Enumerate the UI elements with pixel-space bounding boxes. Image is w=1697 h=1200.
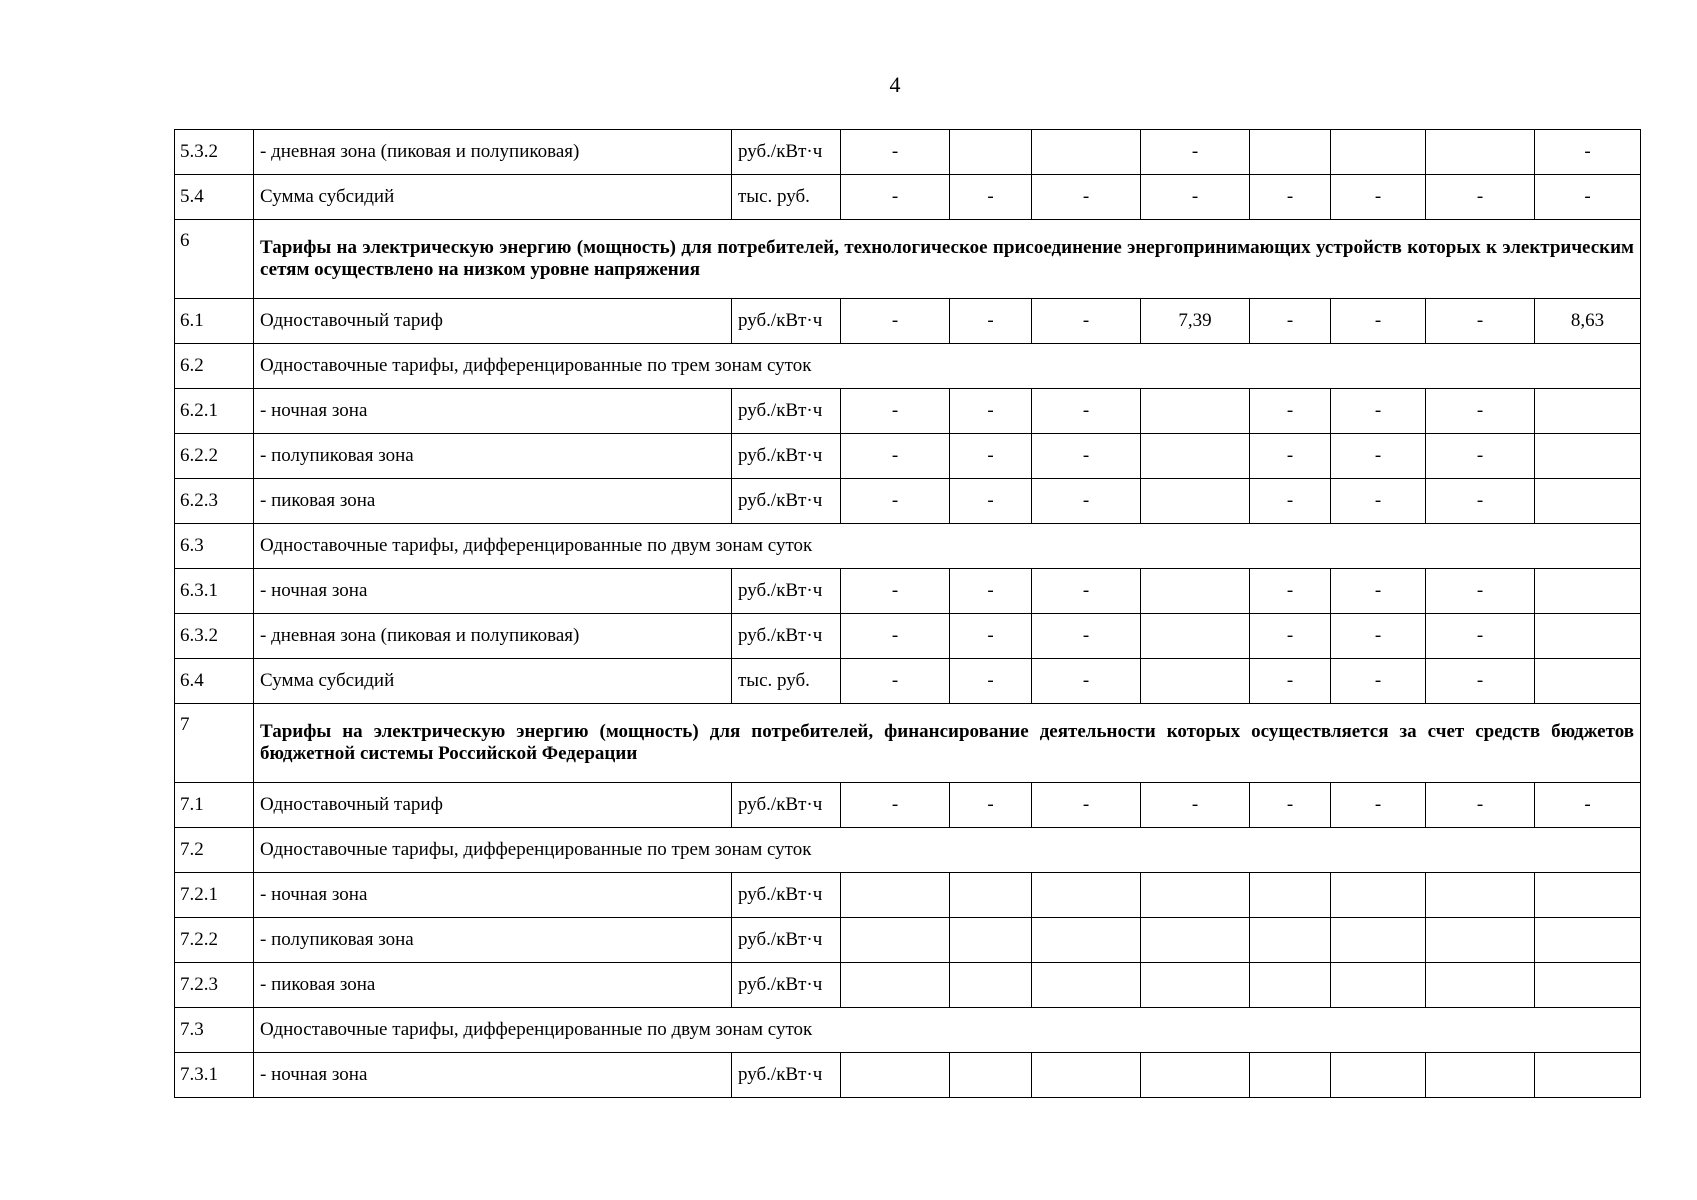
value-cell [841,873,950,918]
unit-cell: руб./кВт·ч [732,130,841,175]
value-cell: - [1032,389,1141,434]
value-cell: - [1331,434,1426,479]
value-cell [1426,963,1535,1008]
unit-cell: тыс. руб. [732,175,841,220]
value-cell [1331,918,1426,963]
table-row [175,130,1641,175]
unit-cell: руб./кВт·ч [732,614,841,659]
value-cell: - [1141,175,1250,220]
unit-cell: руб./кВт·ч [732,434,841,479]
section-row [175,220,1641,299]
value-cell [1535,389,1641,434]
value-cell: 8,63 [1535,299,1641,344]
value-cell: - [1032,479,1141,524]
table-row [175,783,1641,828]
value-cell: - [950,659,1032,704]
value-cell: - [1331,389,1426,434]
table-row [175,828,1641,873]
unit-cell: руб./кВт·ч [732,1053,841,1098]
value-cell [1141,614,1250,659]
value-cell: - [841,614,950,659]
row-label-cell: - полупиковая зона [254,434,732,479]
value-cell: - [1141,130,1250,175]
section-title-cell: Тарифы на электрическую энергию (мощность) для потребителей, технологическое присоединение энергопринимающих устройств которых к электрическим сетям осуществлено на низком уровне напряжения [254,220,1641,299]
value-cell: - [1535,783,1641,828]
table-row [175,524,1641,569]
value-cell [1032,963,1141,1008]
value-cell [1535,918,1641,963]
value-cell: - [950,783,1032,828]
value-cell [1141,479,1250,524]
value-cell [1141,569,1250,614]
value-cell [1535,873,1641,918]
table-row [175,1008,1641,1053]
value-cell: - [1331,659,1426,704]
value-cell [1141,963,1250,1008]
value-cell: - [1331,479,1426,524]
group-label-cell: Одноставочные тарифы, дифференцированные по трем зонам суток [254,828,1641,873]
value-cell: - [841,389,950,434]
row-label-cell: - пиковая зона [254,963,732,1008]
value-cell [841,1053,950,1098]
value-cell: - [841,299,950,344]
row-number-cell: 7.2.1 [175,873,254,918]
row-number-cell: 6.2 [175,344,254,389]
value-cell: - [1250,569,1331,614]
row-number-cell: 6.3 [175,524,254,569]
table-row [175,614,1641,659]
value-cell: - [1426,389,1535,434]
unit-cell: руб./кВт·ч [732,918,841,963]
value-cell [1535,479,1641,524]
value-cell: - [1032,783,1141,828]
value-cell: - [841,569,950,614]
value-cell: - [1250,783,1331,828]
value-cell: - [950,434,1032,479]
tariff-table-body [175,130,1641,1098]
row-number-cell: 7.3 [175,1008,254,1053]
row-label-cell: - дневная зона (пиковая и полупиковая) [254,614,732,659]
value-cell [1141,659,1250,704]
table-row [175,569,1641,614]
value-cell [1426,130,1535,175]
row-number-cell: 6.2.1 [175,389,254,434]
unit-cell: руб./кВт·ч [732,389,841,434]
value-cell: - [1535,175,1641,220]
value-cell: - [1250,389,1331,434]
row-label-cell: - полупиковая зона [254,918,732,963]
table-row [175,918,1641,963]
row-number-cell: 7.2 [175,828,254,873]
value-cell: - [1426,659,1535,704]
value-cell [950,873,1032,918]
group-label-cell: Одноставочные тарифы, дифференцированные по двум зонам суток [254,1008,1641,1053]
value-cell: - [950,569,1032,614]
value-cell: - [1250,299,1331,344]
value-cell: - [950,479,1032,524]
value-cell: - [1250,434,1331,479]
value-cell: - [1250,614,1331,659]
value-cell [1426,1053,1535,1098]
row-label-cell: - пиковая зона [254,479,732,524]
value-cell: - [1032,659,1141,704]
value-cell [950,1053,1032,1098]
value-cell: - [1331,175,1426,220]
unit-cell: руб./кВт·ч [732,873,841,918]
value-cell [1250,963,1331,1008]
row-number-cell: 6 [175,220,254,299]
value-cell [1331,130,1426,175]
value-cell: - [1250,175,1331,220]
row-number-cell: 7.1 [175,783,254,828]
row-label-cell: - ночная зона [254,1053,732,1098]
section-row [175,704,1641,783]
table-row [175,389,1641,434]
unit-cell: руб./кВт·ч [732,299,841,344]
unit-cell: руб./кВт·ч [732,569,841,614]
row-number-cell: 7.2.3 [175,963,254,1008]
row-label-cell: - дневная зона (пиковая и полупиковая) [254,130,732,175]
value-cell [1141,434,1250,479]
value-cell: - [1032,299,1141,344]
unit-cell: тыс. руб. [732,659,841,704]
value-cell: - [841,175,950,220]
value-cell [950,130,1032,175]
value-cell: - [1426,783,1535,828]
row-label-cell: Одноставочный тариф [254,783,732,828]
value-cell: - [1250,479,1331,524]
row-label-cell: Сумма субсидий [254,175,732,220]
row-number-cell: 7.2.2 [175,918,254,963]
value-cell: - [841,783,950,828]
value-cell [1331,963,1426,1008]
table-row [175,659,1641,704]
table-row [175,434,1641,479]
table-row [175,963,1641,1008]
value-cell [841,918,950,963]
value-cell [1426,918,1535,963]
value-cell [1250,873,1331,918]
row-number-cell: 6.3.2 [175,614,254,659]
value-cell [1535,963,1641,1008]
value-cell [1032,918,1141,963]
table-row [175,873,1641,918]
row-label-cell: - ночная зона [254,569,732,614]
value-cell [1032,130,1141,175]
table-row [175,479,1641,524]
value-cell: - [1426,569,1535,614]
value-cell [1331,1053,1426,1098]
value-cell: - [1426,175,1535,220]
value-cell: - [950,299,1032,344]
value-cell: - [1032,569,1141,614]
value-cell: - [841,434,950,479]
value-cell: - [841,130,950,175]
value-cell: - [1535,130,1641,175]
value-cell: - [1141,783,1250,828]
value-cell [1141,918,1250,963]
value-cell [1250,918,1331,963]
value-cell [1032,873,1141,918]
value-cell: 7,39 [1141,299,1250,344]
row-number-cell: 6.3.1 [175,569,254,614]
value-cell: - [1331,783,1426,828]
value-cell [1426,873,1535,918]
unit-cell: руб./кВт·ч [732,479,841,524]
tariff-table [174,129,1641,1098]
value-cell: - [1331,569,1426,614]
unit-cell: руб./кВт·ч [732,963,841,1008]
row-label-cell: Одноставочный тариф [254,299,732,344]
value-cell [1141,1053,1250,1098]
group-label-cell: Одноставочные тарифы, дифференцированные по трем зонам суток [254,344,1641,389]
row-number-cell: 6.2.3 [175,479,254,524]
row-number-cell: 5.3.2 [175,130,254,175]
table-row [175,299,1641,344]
row-number-cell: 6.4 [175,659,254,704]
value-cell: - [1426,299,1535,344]
value-cell: - [1250,659,1331,704]
value-cell: - [841,479,950,524]
value-cell: - [1426,614,1535,659]
value-cell: - [950,175,1032,220]
row-number-cell: 6.2.2 [175,434,254,479]
table-row [175,1053,1641,1098]
value-cell: - [1032,614,1141,659]
value-cell [1535,1053,1641,1098]
value-cell [1032,1053,1141,1098]
row-number-cell: 7 [175,704,254,783]
value-cell [950,918,1032,963]
table-row [175,175,1641,220]
value-cell [1535,434,1641,479]
unit-cell: руб./кВт·ч [732,783,841,828]
page-number: 4 [889,72,901,97]
value-cell [841,963,950,1008]
value-cell [950,963,1032,1008]
row-number-cell: 6.1 [175,299,254,344]
value-cell [1535,569,1641,614]
value-cell: - [841,659,950,704]
row-label-cell: - ночная зона [254,389,732,434]
value-cell [1535,614,1641,659]
row-label-cell: Сумма субсидий [254,659,732,704]
value-cell: - [1426,434,1535,479]
value-cell [1250,1053,1331,1098]
value-cell: - [1426,479,1535,524]
value-cell [1141,389,1250,434]
row-label-cell: - ночная зона [254,873,732,918]
value-cell [1331,873,1426,918]
value-cell: - [1331,614,1426,659]
section-title-cell: Тарифы на электрическую энергию (мощность) для потребителей, финансирование деятельности которых осуществляется за счет средств бюджетов бюджетной системы Российской Федерации [254,704,1641,783]
table-row [175,344,1641,389]
value-cell: - [1032,434,1141,479]
value-cell: - [1032,175,1141,220]
row-number-cell: 7.3.1 [175,1053,254,1098]
value-cell: - [950,389,1032,434]
group-label-cell: Одноставочные тарифы, дифференцированные по двум зонам суток [254,524,1641,569]
value-cell [1141,873,1250,918]
row-number-cell: 5.4 [175,175,254,220]
value-cell: - [1331,299,1426,344]
value-cell: - [950,614,1032,659]
value-cell [1535,659,1641,704]
value-cell [1250,130,1331,175]
